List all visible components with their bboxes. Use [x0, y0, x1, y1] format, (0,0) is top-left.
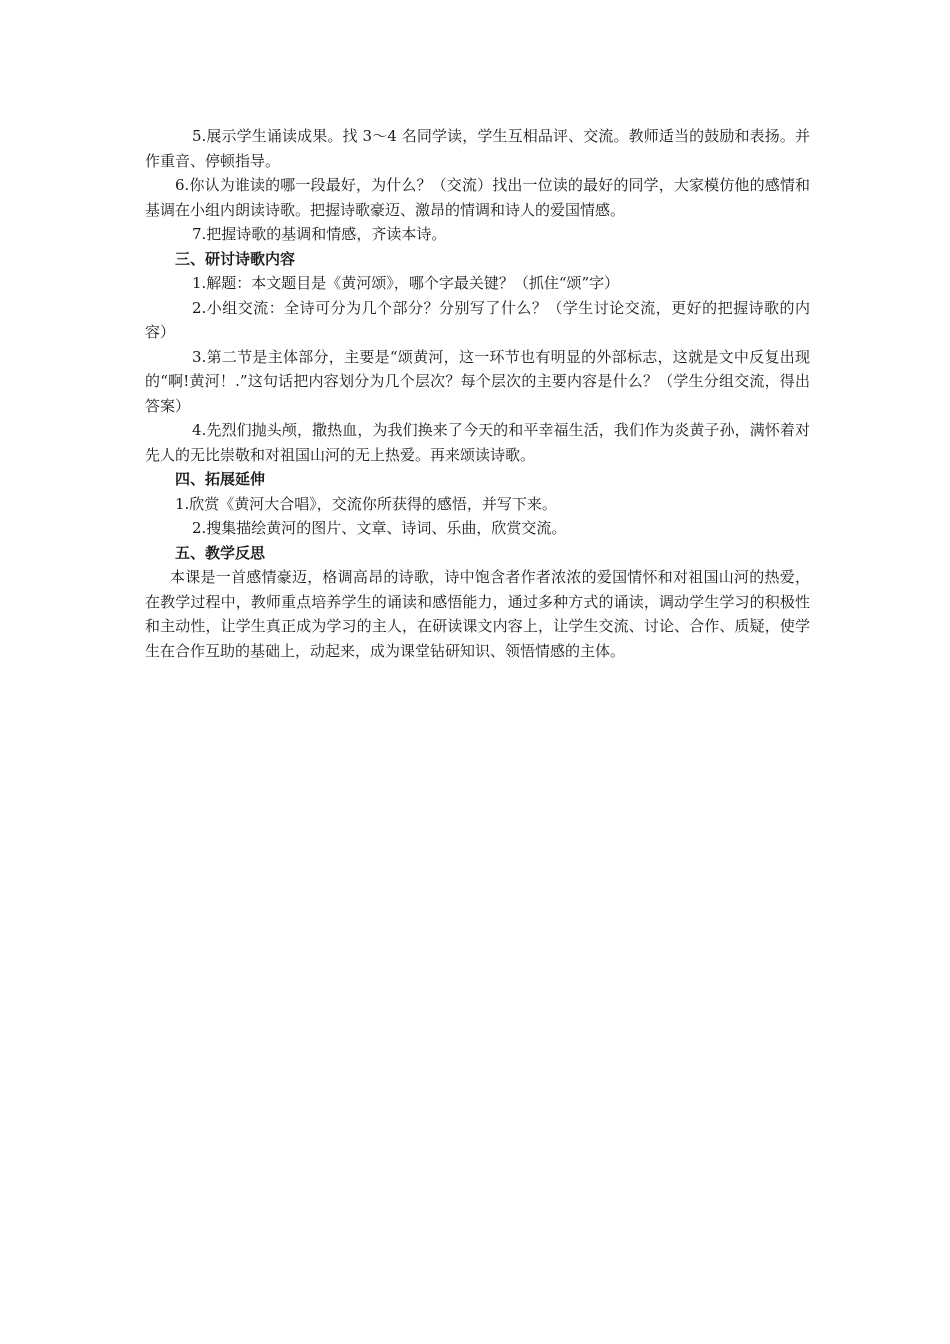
document-body [145, 124, 810, 663]
section-heading-discussion: 三、研讨诗歌内容 [175, 249, 296, 268]
paragraph-title-analysis: 1.解题：本文题目是《黄河颂》，哪个字最关键？（抓住“颂”字） [192, 274, 620, 292]
section-heading-reflection: 五、教学反思 [175, 543, 266, 562]
section-heading-extension: 四、拓展延伸 [175, 470, 266, 488]
paragraph-reflection: 本课是一首感情豪迈，格调高昂的诗歌，诗中饱含者作者浓浓的爱国情怀和对祖国山河的热爱，在教学过程中，教师重点培养学生的诵读和感悟能力，通过多种方式的诵读，调动学生学习的积极性和主动性，让学生真正成为学习的主人，在研读课文内容上，让学生交流、讨论、合作、质疑，使学生在合作互助的基础上，动起来，成为课堂钻研知识、领悟情感的主体。 [145, 568, 810, 660]
paragraph-main-section: 3.第二节是主体部分，主要是“颂黄河，这一环节也有明显的外部标志，这就是文中反复出现的“啊!黄河！.”这句话把内容划分为几个层次？每个层次的主要内容是什么？（学生分组交流，得出答案） [145, 347, 810, 415]
paragraph-appreciate-chorus: 1.欣赏《黄河大合唱》，交流你所获得的感悟，并写下来。 [175, 494, 557, 513]
paragraph-group-exchange: 2.小组交流：全诗可分为几个部分？分别写了什么？（学生讨论交流，更好的把握诗歌的内容） [145, 298, 810, 341]
paragraph-recitation-results: 5.展示学生诵读成果。找 3～4 名同学读，学生互相品评、交流。教师适当的鼓励和表扬。并作重音、停顿指导。 [145, 127, 810, 170]
paragraph-martyrs: 4.先烈们抛头颅，撒热血，为我们换来了今天的和平幸福生活，我们作为炎黄子孙，满怀着对先人的无比崇敬和对祖国山河的无上热爱。再来颂读诗歌。 [145, 421, 810, 464]
paragraph-group-reading: 7.把握诗歌的基调和情感，齐读本诗。 [192, 225, 447, 243]
paragraph-best-reading: 6.你认为谁读的哪一段最好，为什么？（交流）找出一位读的最好的同学，大家模仿他的感情和基调在小组内朗读诗歌。把握诗歌豪迈、激昂的情调和诗人的爱国情感。 [145, 176, 810, 219]
paragraph-collect-materials: 2.搜集描绘黄河的图片、文章、诗词、乐曲，欣赏交流。 [192, 519, 567, 537]
